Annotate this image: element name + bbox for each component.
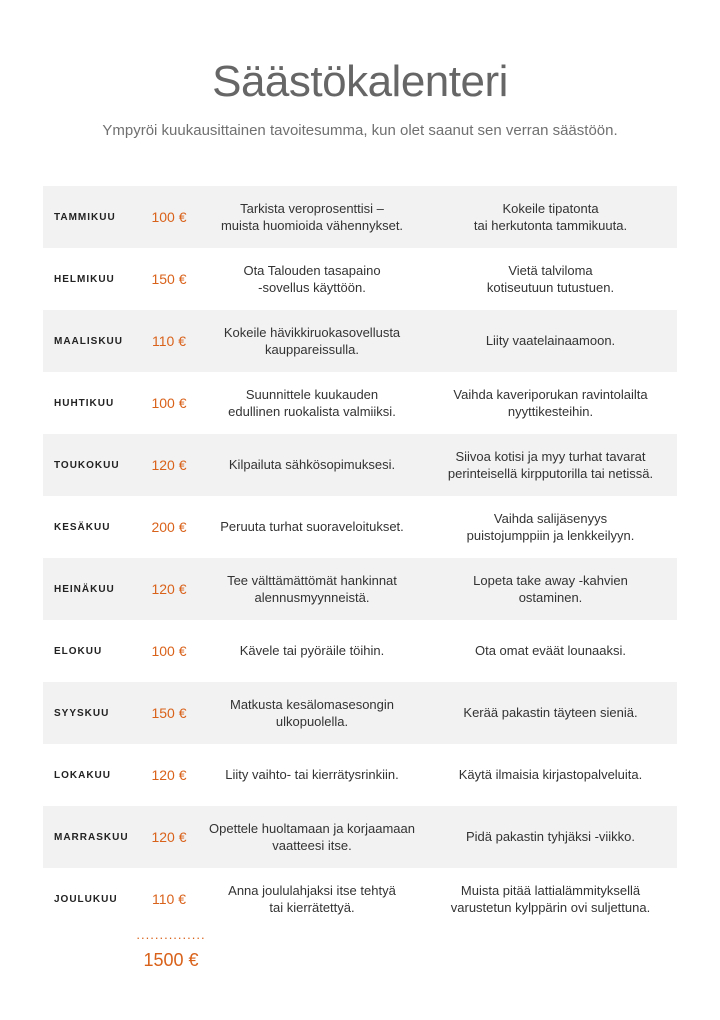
calendar-row-marraskuu bbox=[43, 806, 677, 868]
calendar-row-toukokuu bbox=[43, 434, 677, 496]
saving-tip-primary: Kilpailuta sähkösopimuksesi. bbox=[228, 457, 396, 473]
month-label: MAALISKUU bbox=[54, 335, 123, 347]
target-amount: 150 € bbox=[151, 271, 187, 287]
target-amount: 150 € bbox=[151, 705, 187, 721]
month-label: ELOKUU bbox=[54, 645, 103, 657]
month-label: MARRASKUU bbox=[54, 831, 129, 843]
calendar-row-elokuu bbox=[43, 620, 677, 682]
month-label: TAMMIKUU bbox=[54, 211, 116, 223]
target-amount: 120 € bbox=[151, 581, 187, 597]
calendar-row-helmikuu bbox=[43, 248, 677, 310]
target-amount: 100 € bbox=[151, 209, 187, 225]
calendar-row-kesakuu bbox=[43, 496, 677, 558]
target-amount: 120 € bbox=[151, 767, 187, 783]
calendar-row-syyskuu bbox=[43, 682, 677, 744]
saving-tip-secondary: Kokeile tipatonta tai herkutonta tammikuuta. bbox=[473, 200, 628, 233]
saving-tip-primary: Ota Talouden tasapaino -sovellus käyttöön. bbox=[243, 262, 381, 295]
saving-tip-primary: Kävele tai pyöräile töihin. bbox=[239, 643, 385, 659]
month-label: HELMIKUU bbox=[54, 273, 115, 285]
saving-tip-secondary: Pidä pakastin tyhjäksi -viikko. bbox=[465, 829, 636, 845]
target-amount: 100 € bbox=[151, 643, 187, 659]
saving-tip-secondary: Ota omat eväät lounaaksi. bbox=[474, 643, 627, 659]
target-amount: 120 € bbox=[151, 457, 187, 473]
saving-tip-secondary: Siivoa kotisi ja myy turhat tavarat perinteisellä kirpputorilla tai netissä. bbox=[447, 448, 654, 481]
saving-tip-secondary: Liity vaatelainaamoon. bbox=[485, 333, 616, 349]
calendar-row-lokakuu bbox=[43, 744, 677, 806]
saving-tip-primary: Tee välttämättömät hankinnat alennusmyynneistä. bbox=[227, 572, 397, 605]
saving-tip-secondary: Vaihda kaveriporukan ravintolailta nyyttikesteihin. bbox=[453, 386, 648, 419]
total-amount: 1500 € bbox=[143, 950, 199, 970]
saving-tip-secondary: Vaihda salijäsenyys puistojumppiin ja lenkkeilyyn. bbox=[466, 510, 635, 543]
saving-tip-secondary: Muista pitää lattialämmityksellä varustetun kylppärin ovi suljettuna. bbox=[450, 882, 651, 915]
saving-tip-primary: Suunnittele kuukauden edullinen ruokalista valmiiksi. bbox=[228, 386, 396, 419]
target-amount: 200 € bbox=[151, 519, 187, 535]
saving-tip-secondary: Kerää pakastin täyteen sieniä. bbox=[463, 705, 638, 721]
month-label: LOKAKUU bbox=[54, 769, 111, 781]
page-title: Säästökalenteri bbox=[212, 57, 508, 106]
month-label: JOULUKUU bbox=[54, 893, 118, 905]
saving-tip-primary: Opettele huoltamaan ja korjaamaan vaatteesi itse. bbox=[209, 820, 415, 853]
saving-tip-primary: Liity vaihto- tai kierrätysrinkiin. bbox=[225, 767, 399, 783]
month-label: HUHTIKUU bbox=[54, 397, 115, 409]
total-dotted-separator: ............... bbox=[136, 927, 206, 942]
calendar-row-maaliskuu bbox=[43, 310, 677, 372]
saving-tip-primary: Peruuta turhat suoraveloitukset. bbox=[220, 519, 404, 535]
calendar-row-heinakuu bbox=[43, 558, 677, 620]
page-subtitle: Ympyröi kuukausittainen tavoitesumma, kun olet saanut sen verran säästöön. bbox=[102, 122, 618, 139]
saving-tip-secondary: Vietä talviloma kotiseutuun tutustuen. bbox=[486, 262, 615, 295]
saving-tip-primary: Matkusta kesälomasesongin ulkopuolella. bbox=[229, 696, 395, 729]
month-label: TOUKOKUU bbox=[54, 459, 120, 471]
saving-tip-secondary: Käytä ilmaisia kirjastopalveluita. bbox=[458, 767, 643, 783]
savings-calendar-table bbox=[43, 186, 677, 930]
saving-tip-primary: Kokeile hävikkiruokasovellusta kauppareissulla. bbox=[223, 324, 401, 357]
saving-tip-primary: Anna joululahjaksi itse tehtyä tai kierrätettyä. bbox=[228, 882, 396, 915]
target-amount: 100 € bbox=[151, 395, 187, 411]
calendar-row-huhtikuu bbox=[43, 372, 677, 434]
target-amount: 110 € bbox=[152, 333, 186, 349]
calendar-row-tammikuu bbox=[43, 186, 677, 248]
month-label: HEINÄKUU bbox=[54, 583, 115, 595]
month-label: SYYSKUU bbox=[54, 707, 110, 719]
target-amount: 110 € bbox=[152, 891, 186, 907]
target-amount: 120 € bbox=[151, 829, 187, 845]
saving-tip-secondary: Lopeta take away -kahvien ostaminen. bbox=[473, 572, 628, 605]
saving-tip-primary: Tarkista veroprosenttisi – muista huomioida vähennykset. bbox=[220, 200, 404, 233]
month-label: KESÄKUU bbox=[54, 521, 111, 533]
calendar-row-joulukuu bbox=[43, 868, 677, 930]
